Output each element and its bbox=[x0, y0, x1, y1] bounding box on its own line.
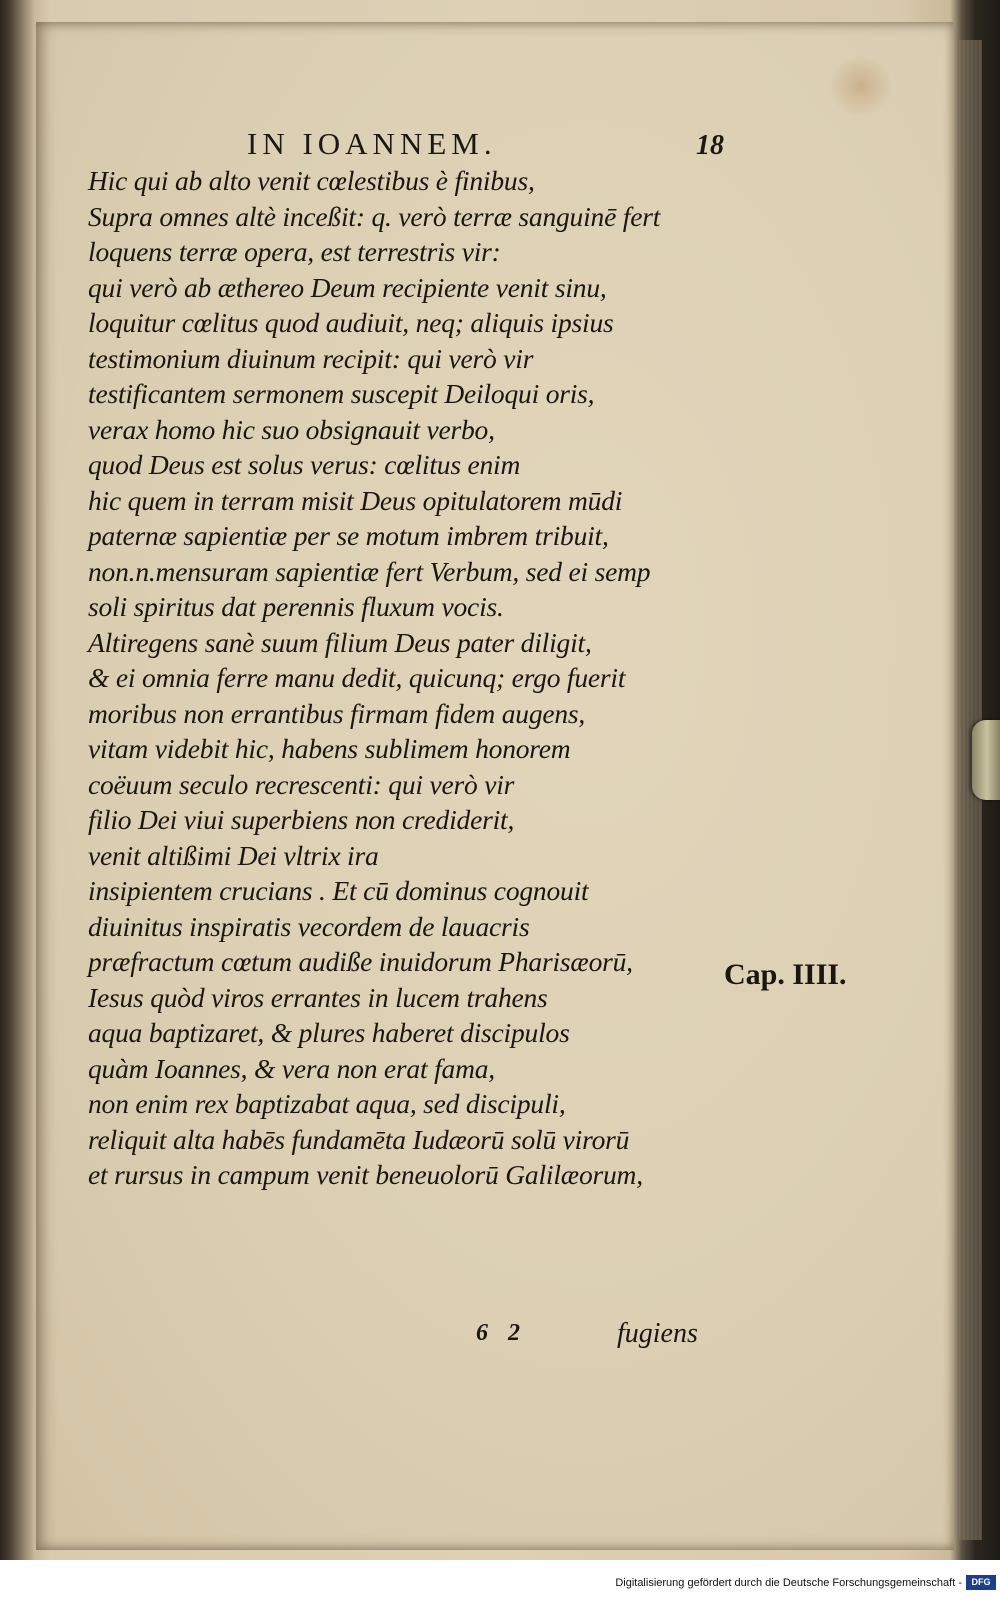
verse-line: paternæ sapientiæ per se motum imbrem tribuit, bbox=[88, 520, 609, 551]
catchword: fugiens bbox=[617, 1318, 698, 1349]
verse-line: quod Deus est solus verus: cœlitus enim bbox=[88, 449, 521, 480]
running-head: IN IOANNEM. bbox=[247, 126, 497, 161]
verse-line: Altiregens sanè suum filium Deus pater diligit, bbox=[88, 626, 592, 658]
verse-line: testificantem sermonem suscepit Deiloqui oris, bbox=[88, 378, 595, 409]
verse-line: coëuum seculo recrescenti: qui verò vir bbox=[88, 768, 515, 800]
verse-line: quàm Ioannes, & vera non erat fama, bbox=[88, 1052, 495, 1084]
verse-line: et rursus in campum venit beneuolorū Galilæorum, bbox=[88, 1159, 643, 1190]
verse-line: vitam videbit hic, habens sublimem honorem bbox=[88, 733, 571, 764]
verse-line: hic quem in terram misit Deus opitulatorem mūdi bbox=[88, 484, 623, 516]
verse-line: & ei omnia ferre manu dedit, quicunq; ergo fuerit bbox=[88, 662, 626, 693]
verse-line: testimonium diuinum recipit: qui verò vir bbox=[88, 342, 534, 374]
verse-line: aqua baptizaret, & plures haberet discipulos bbox=[88, 1017, 570, 1048]
margin-note-chapter: Cap. IIII. bbox=[724, 958, 847, 991]
footer-credit: Digitalisierung gefördert durch die Deutsche Forschungsgemeinschaft - bbox=[615, 1577, 962, 1589]
dfg-logo: DFG bbox=[966, 1575, 996, 1590]
verse-line: soli spiritus dat perennis fluxum vocis. bbox=[88, 591, 504, 622]
signature-mark: 6 2 bbox=[476, 1320, 520, 1346]
verse-line: non.n.mensuram sapientiæ fert Verbum, sed ei semp bbox=[88, 555, 651, 587]
verse-line: venit altißimi Dei vltrix ira bbox=[88, 839, 379, 871]
verse-line: insipientem crucians . Et cū dominus cognouit bbox=[88, 875, 589, 906]
verse-line: Hic qui ab alto venit cœlestibus è finibus, bbox=[88, 165, 535, 196]
verse-line: qui verò ab æthereo Deum recipiente venit sinu, bbox=[88, 271, 607, 303]
verse-line: filio Dei viui superbiens non crediderit, bbox=[88, 804, 515, 835]
verse-line: loquens terræ opera, est terrestris vir: bbox=[88, 236, 501, 267]
verse-line: verax homo hic suo obsignauit verbo, bbox=[88, 413, 495, 445]
paper-stain bbox=[826, 56, 896, 116]
verse-line: reliquit alta habēs fundamēta Iudæorū solū virorū bbox=[88, 1123, 630, 1155]
verse-line: diuinitus inspiratis vecordem de lauacris bbox=[88, 910, 530, 942]
book-clasp bbox=[972, 720, 1000, 800]
verse-line: Iesus quòd viros errantes in lucem trahens bbox=[88, 981, 548, 1013]
verse-line: moribus non errantibus firmam fidem augens, bbox=[88, 697, 586, 729]
folio-number: 18 bbox=[696, 130, 724, 161]
verse-text-block bbox=[88, 163, 728, 1193]
verse-line: non enim rex baptizabat aqua, sed discipuli, bbox=[88, 1088, 566, 1119]
verse-line: præfractum cœtum audiße inuidorum Pharisæorū, bbox=[88, 946, 633, 977]
verse-line: loquitur cœlitus quod audiuit, neq; aliquis ipsius bbox=[88, 307, 614, 338]
verse-line: Supra omnes altè inceßit: q. verò terræ sanguinē fert bbox=[88, 200, 661, 232]
